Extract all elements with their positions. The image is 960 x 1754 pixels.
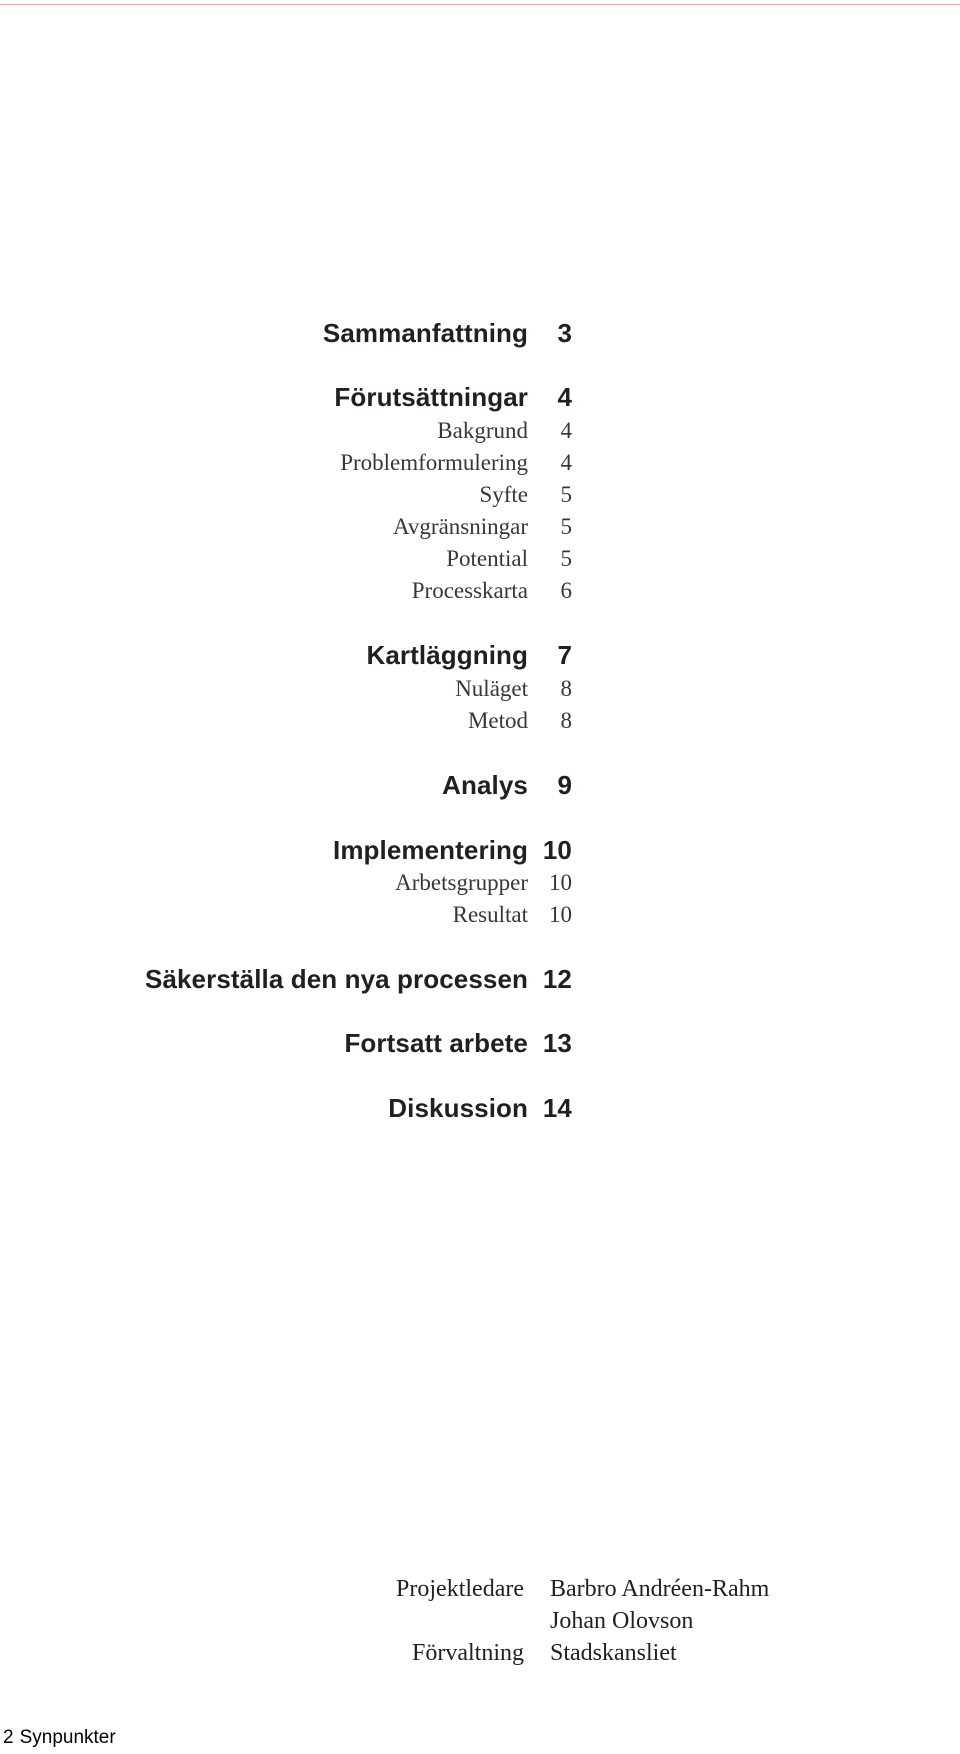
toc-entry-page: 13: [542, 1028, 572, 1058]
toc-subentry-page: 4: [560, 450, 572, 475]
toc-entry-title: Implementering: [333, 835, 528, 865]
toc-entry-title: Diskussion: [388, 1093, 528, 1123]
toc-entry[interactable]: [0, 636, 960, 670]
toc-subentry-page: 10: [549, 870, 572, 895]
toc-subentry-page: 10: [549, 902, 572, 927]
toc-subentry-title: Avgränsningar: [393, 514, 528, 539]
toc-entry-title: Säkerställa den nya processen: [145, 964, 528, 994]
toc-entry-page: 9: [557, 770, 572, 800]
toc-entry-title: Förutsättningar: [334, 382, 528, 412]
project-lead-label: Projektledare: [396, 1576, 524, 1602]
toc-entry[interactable]: [0, 314, 960, 348]
toc-subentry-title: Metod: [467, 708, 528, 733]
toc-subentry-title: Potential: [446, 546, 528, 571]
toc-entry-title: Kartläggning: [366, 640, 528, 670]
toc-subentry-title: Processkarta: [411, 578, 528, 603]
toc-subentry[interactable]: [0, 475, 960, 509]
toc-subentry-page: 6: [560, 578, 572, 603]
administration-label: Förvaltning: [412, 1640, 524, 1666]
toc-subentry[interactable]: [0, 443, 960, 477]
toc-entry[interactable]: [0, 378, 960, 412]
toc-entry[interactable]: [0, 831, 960, 865]
toc-subentry[interactable]: [0, 571, 960, 605]
toc-entry[interactable]: [0, 766, 960, 800]
toc-entry-title: Analys: [442, 770, 528, 800]
toc-subentry[interactable]: [0, 411, 960, 445]
toc-subentry-page: 8: [560, 676, 572, 701]
toc-subentry-title: Arbetsgrupper: [395, 870, 528, 895]
toc-subentry-page: 5: [560, 514, 572, 539]
toc-subentry[interactable]: [0, 895, 960, 929]
toc-entry-title: Fortsatt arbete: [344, 1028, 528, 1058]
toc-subentry-title: Bakgrund: [437, 418, 528, 443]
footer-section-title: Synpunkter: [19, 1727, 116, 1748]
toc-subentry-page: 4: [560, 418, 572, 443]
page-footer: [3, 1727, 116, 1749]
toc-entry-page: 7: [557, 640, 572, 670]
toc-entry-page: 4: [557, 382, 572, 412]
toc-entry-page: 14: [542, 1093, 572, 1123]
toc-entry-page: 10: [542, 835, 572, 865]
toc-subentry-page: 5: [560, 546, 572, 571]
toc-entry-title: Sammanfattning: [322, 318, 528, 348]
page-number: 2: [3, 1727, 14, 1748]
toc-subentry-title: Syfte: [479, 482, 528, 507]
toc-subentry-title: Problemformulering: [340, 450, 528, 475]
toc-subentry-page: 8: [560, 708, 572, 733]
toc-subentry-title: Resultat: [452, 902, 528, 927]
toc-subentry[interactable]: [0, 507, 960, 541]
toc-entry[interactable]: [0, 1089, 960, 1123]
toc-subentry[interactable]: [0, 701, 960, 735]
toc-subentry-title: Nuläget: [455, 676, 528, 701]
toc-subentry-page: 5: [560, 482, 572, 507]
toc-entry-page: 12: [542, 964, 572, 994]
project-lead-name: Barbro Andréen-Rahm: [550, 1576, 770, 1602]
toc-entry[interactable]: [0, 960, 960, 994]
toc-entry-page: 3: [557, 318, 572, 348]
top-rule: [0, 4, 960, 5]
toc-subentry[interactable]: [0, 669, 960, 703]
toc-subentry[interactable]: [0, 863, 960, 897]
toc-subentry[interactable]: [0, 539, 960, 573]
administration-name: Stadskansliet: [550, 1640, 677, 1666]
toc-entry[interactable]: [0, 1024, 960, 1058]
project-lead-name: Johan Olovson: [550, 1608, 694, 1634]
